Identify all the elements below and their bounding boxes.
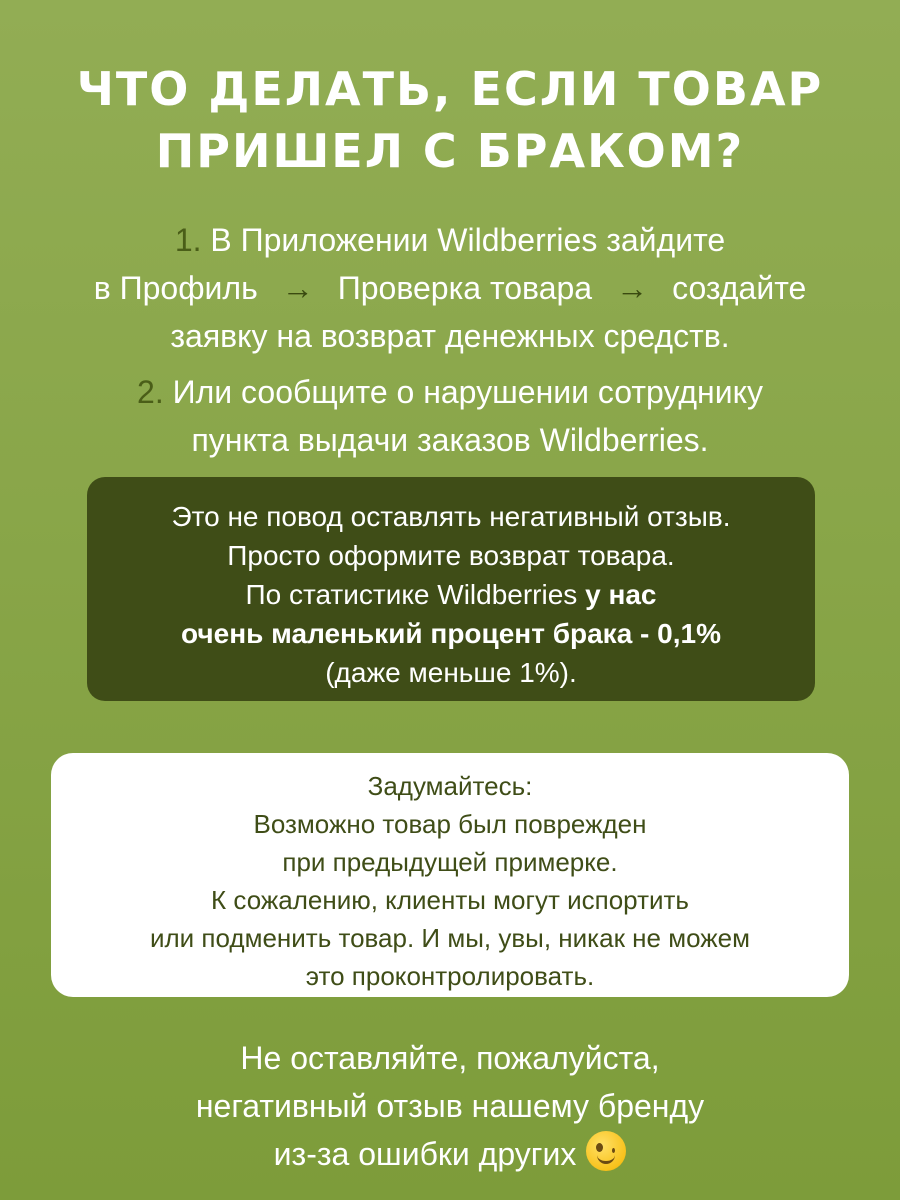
step-1-line-1: В Приложении Wildberries зайдите	[210, 222, 726, 258]
notice-line-2: Просто оформите возврат товара.	[227, 540, 675, 571]
notice-box	[87, 477, 815, 701]
notice-line-1: Это не повод оставлять негативный отзыв.	[171, 501, 731, 532]
step-2	[0, 368, 900, 464]
notice-line-5: (даже меньше 1%).	[325, 657, 577, 688]
step-2-number: 2.	[137, 374, 164, 410]
page-title	[0, 58, 900, 182]
title-line-2: ПРИШЕЛ С БРАКОМ?	[155, 124, 745, 178]
winking-face-icon	[586, 1131, 626, 1171]
step-1-create: создайте	[672, 270, 807, 306]
step-1-number: 1.	[174, 222, 202, 258]
notice-line-3-bold: у нас	[585, 579, 657, 610]
title-line-1: ЧТО ДЕЛАТЬ, ЕСЛИ ТОВАР	[76, 62, 824, 116]
think-line-6: это проконтролировать.	[305, 961, 595, 991]
notice-line-4-bold: очень маленький процент брака - 0,1%	[181, 618, 721, 649]
step-2-line-1: Или сообщите о нарушении сотруднику	[172, 374, 763, 410]
footer-line-3: из-за ошибки других	[273, 1136, 577, 1172]
footer-line-2: негативный отзыв нашему бренду	[195, 1088, 705, 1124]
step-1-check-product: Проверка товара	[337, 270, 593, 306]
instruction-steps	[0, 216, 900, 464]
step-2-line-2: пункта выдачи заказов Wildberries.	[191, 422, 709, 458]
footer-line-1: Не оставляйте, пожалуйста,	[240, 1040, 660, 1076]
think-line-3: при предыдущей примерке.	[282, 847, 618, 877]
arrow-right-icon: →	[616, 270, 649, 306]
notice-line-3: По статистике Wildberries	[245, 579, 578, 610]
think-line-4: К сожалению, клиенты могут испортить	[211, 885, 689, 915]
arrow-right-icon: →	[281, 270, 314, 306]
step-1-profile: в Профиль	[93, 270, 258, 306]
think-line-5: или подменить товар. И мы, увы, никак не можем	[149, 923, 750, 953]
think-line-1: Задумайтесь:	[367, 771, 533, 801]
think-line-2: Возможно товар был поврежден	[253, 809, 647, 839]
step-1	[0, 216, 900, 360]
think-box	[51, 753, 849, 997]
step-1-line-3: заявку на возврат денежных средств.	[170, 318, 730, 354]
footer-message	[0, 1034, 900, 1178]
